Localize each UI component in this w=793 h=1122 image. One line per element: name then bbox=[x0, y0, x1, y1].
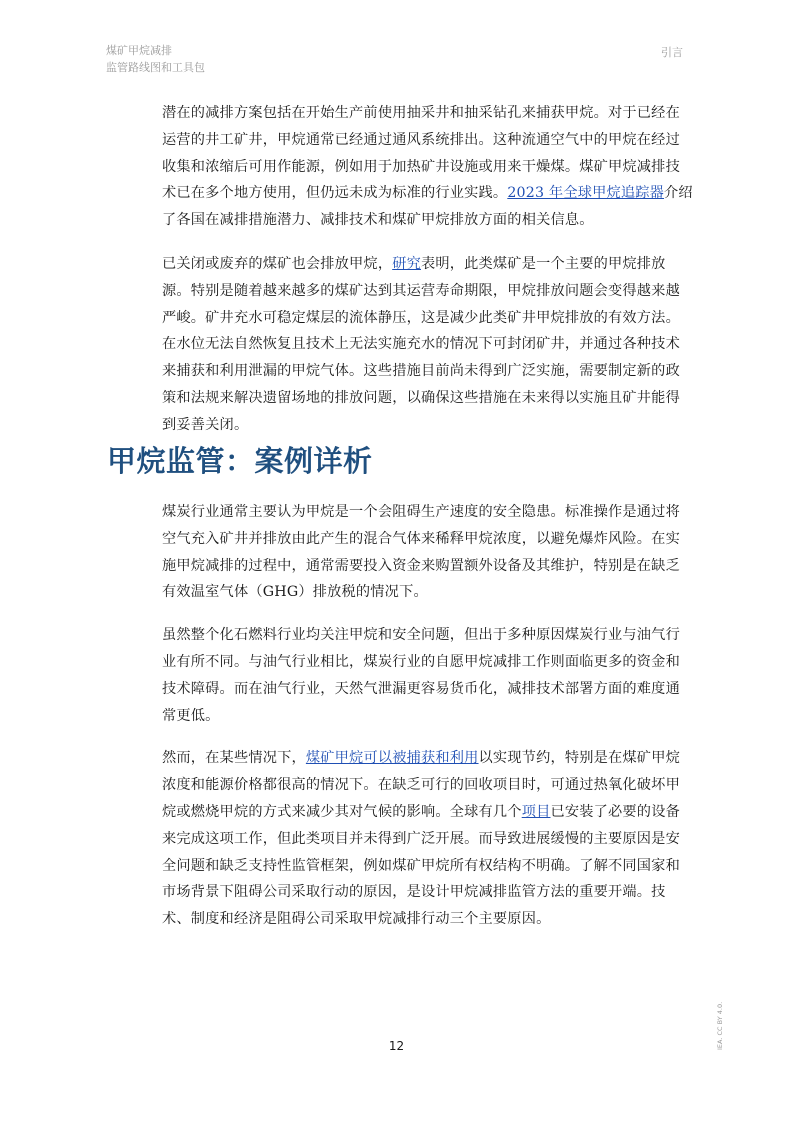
header-section-label: 引言 bbox=[661, 46, 683, 59]
section-paragraph-3 bbox=[162, 745, 694, 933]
section-paragraph-2: 虽然整个化石燃料行业均关注甲烷和安全问题，但出于多种原因煤炭行业与油气行业有所不同。与油气行业相比，煤炭行业的自愿甲烷减排工作则面临更多的资金和技术障碍。而在油气行业，天然气泄漏更容易货币化，减排技术部署方面的难度通常更低。 bbox=[162, 627, 680, 724]
section-body bbox=[162, 499, 694, 933]
global-methane-tracker-link[interactable]: 2023 年全球甲烷追踪器 bbox=[507, 185, 665, 202]
running-header bbox=[106, 42, 205, 76]
research-link[interactable]: 研究 bbox=[392, 255, 421, 272]
section-p3-text-b: 以实现节约，特别是在煤矿甲烷浓度和能源价格都很高的情况下。在缺乏可行的回收项目时，可通过热氧化破坏甲烷或燃烧甲烷的方式来减少其对气候的影响。全球有几个 bbox=[162, 750, 680, 820]
section-p3-text-a: 然而，在某些情况下， bbox=[162, 750, 306, 767]
intro-paragraph-1 bbox=[162, 100, 694, 234]
page-number: 12 bbox=[388, 1039, 405, 1053]
intro-block bbox=[162, 100, 694, 439]
projects-link[interactable]: 项目 bbox=[521, 803, 551, 820]
intro-p1-text-b: 介绍了各国在减排措施潜力、减排技术和煤矿甲烷排放方面的相关信息。 bbox=[162, 185, 693, 229]
header-title-line1: 煤矿甲烷减排 bbox=[106, 44, 172, 57]
intro-p2-text-b: 表明，此类煤矿是一个主要的甲烷排放源。特别是随着越来越多的煤矿达到其运营寿命期限，甲烷排放问题会变得越来越严峻。矿井充水可稳定煤层的流体静压，这是减少此类矿井甲烷排放的有效方法。在水位无法自然恢复且技术上无法实施充水的情况下可封闭矿井，并通过各种技术来捕获和利用泄漏的甲烷气体。这些措施目前尚未得到广泛实施，需要制定新的政策和法规来解决遗留场地的排放问题，以确保这些措施在未来得以实施且矿井能得到妥善关闭。 bbox=[162, 255, 680, 433]
header-title-line2: 监管路线图和工具包 bbox=[106, 61, 205, 74]
cmm-capture-link[interactable]: 煤矿甲烷可以被捕获和利用 bbox=[305, 750, 479, 767]
license-note: IEA. CC BY 4.0. bbox=[716, 1001, 724, 1050]
intro-paragraph-2 bbox=[162, 251, 694, 439]
section-p3-text-c: 已安装了必要的设备来完成这项工作，但此类项目并未得到广泛开展。而导致进展缓慢的主要原因是安全问题和缺乏支持性监管框架，例如煤矿甲烷所有权结构不明确。了解不同国家和市场背景下阻碍公司采取行动的原因，是设计甲烷减排监管方法的重要开端。技术、制度和经济是阻碍公司采取甲烷减排行动三个主要原因。 bbox=[162, 803, 680, 928]
section-heading: 甲烷监管：案例详析 bbox=[107, 444, 373, 478]
section-paragraph-1: 煤炭行业通常主要认为甲烷是一个会阻碍生产速度的安全隐患。标准操作是通过将空气充入矿井并排放由此产生的混合气体来稀释甲烷浓度，以避免爆炸风险。在实施甲烷减排的过程中，通常需要投入资金来购置额外设备及其维护，特别是在缺乏有效温室气体（GHG）排放税的情况下。 bbox=[162, 504, 680, 601]
intro-p1-text-a: 潜在的减排方案包括在开始生产前使用抽采井和抽采钻孔来捕获甲烷。对于已经在运营的井工矿井，甲烷通常已经通过通风系统排出。这种流通空气中的甲烷在经过收集和浓缩后可用作能源，例如用于加热矿井设施或用来干燥煤。煤矿甲烷减排技术已在多个地方使用，但仍远未成为标准的行业实践。 bbox=[162, 105, 680, 202]
intro-p2-text-a: 已关闭或废弃的煤矿也会排放甲烷， bbox=[162, 255, 393, 272]
